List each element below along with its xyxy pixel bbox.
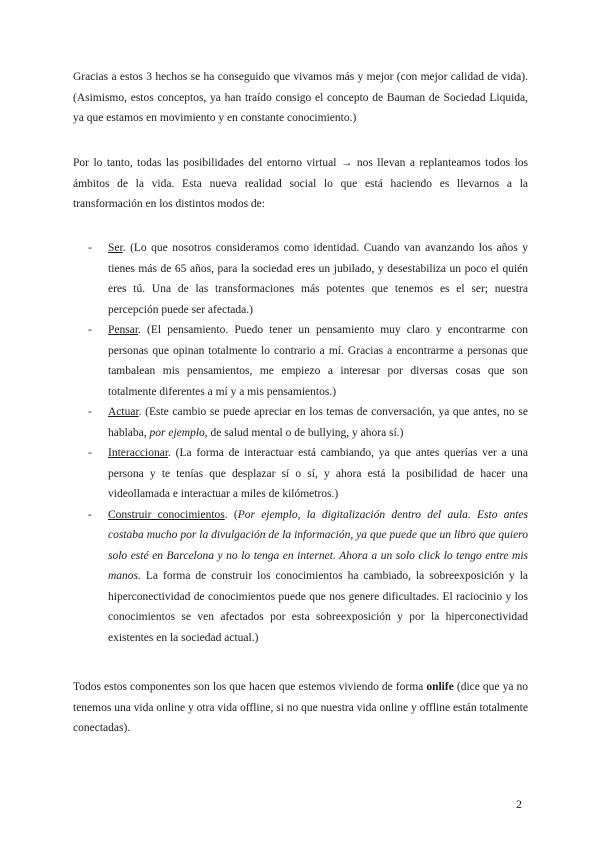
list-item-ser: [73, 238, 528, 320]
list-dash: -: [88, 508, 92, 521]
construir-description-1: . (: [224, 508, 238, 521]
actuar-description-2: , de salud mental o de bullying, y ahora sí.): [204, 426, 404, 439]
page-number: 2: [516, 797, 522, 811]
list-dash: -: [88, 406, 92, 418]
list-dash: -: [88, 324, 92, 336]
paragraph-intro: Gracias a estos 3 hechos se ha conseguido que vivamos más y mejor (con mejor calidad de vida). (Asimismo, estos conceptos, ya han traído consigo el concepto de Bauman de Sociedad Liquida, ya que estamos en movimiento y en constante conocimiento.): [73, 71, 528, 124]
list-dash: -: [88, 447, 92, 459]
list-item-pensar: [73, 320, 528, 402]
construir-italic-example: Por ejemplo, la digitalización dentro del aula. Esto antes costaba mucho por la divulgación de la información, ya que puede que un libro que quiero solo esté en Barcelona y no lo tenga en internet. Ahora a un solo click lo tengo entre mis manos.: [108, 508, 528, 582]
list-item-interaccionar: [73, 443, 528, 505]
term-ser: Ser: [108, 242, 123, 254]
actuar-italic: por ejemplo: [149, 426, 205, 439]
construir-description-2: La forma de construir los conocimientos ha cambiado, la sobreexposición y la hiperconectividad de conocimientos puede que nos genere dificultades. El raciocinio y los conocimientos se ven afectados por esta sobreexposición y por la hiperconectividad existentes en la sociedad actual.): [108, 570, 528, 644]
list-item-construir: [73, 505, 528, 649]
paragraph-virtual-environment: Por lo tanto, todas las posibilidades del entorno virtual → nos llevan a replanteamos todos los ámbitos de la vida. Esta nueva realidad social lo que está haciendo es llevarnos a la transformación en los distintos modos de:: [73, 157, 528, 210]
list-dash: -: [88, 242, 92, 254]
term-pensar: Pensar: [108, 324, 139, 336]
ser-description: . (Lo que nosotros consideramos como identidad. Cuando van avanzando los años y tienes más de 65 años, para la sociedad eres un jubilado, y desestabiliza un poco el quién eres tú. Una de las transformaciones más potentes que tenemos es el ser; nuestra percepción puede ser afectada.): [108, 242, 528, 316]
onlife-after: (dice que ya no tenemos una vida online y otra vida offline, si no que nuestra vida online y offline están totalmente conectadas).: [73, 681, 528, 734]
transformation-list: [73, 238, 528, 648]
term-construir-conocimientos: Construir conocimientos: [108, 508, 225, 521]
onlife-before: Todos estos componentes son los que hacen que estemos viviendo de forma: [73, 681, 427, 693]
list-item-actuar: [73, 402, 528, 443]
onlife-term: onlife: [426, 681, 454, 693]
term-interaccionar: Interaccionar: [108, 447, 169, 459]
term-actuar: Actuar: [108, 406, 139, 418]
actuar-description-1: . (Este cambio se puede apreciar en los temas de conversación, ya que antes, no se hablaba,: [108, 406, 528, 439]
pensar-description: . (El pensamiento. Puedo tener un pensamiento muy claro y encontrarme con personas que opinan totalmente lo contrario a mí. Gracias a encontrarme a personas que tambalean mis pensamientos, me empiezo a interesar por diversas cosas que son totalmente diferentes a mí y a mis pensamientos.): [108, 324, 528, 398]
paragraph-onlife: [73, 677, 528, 739]
interaccionar-description: . (La forma de interactuar está cambiando, ya que antes querías ver a una persona y te tenías que desplazar sí o sí, y ahora está la posibilidad de hacer una videollamada e interactuar a miles de kilómetros.): [108, 447, 528, 500]
